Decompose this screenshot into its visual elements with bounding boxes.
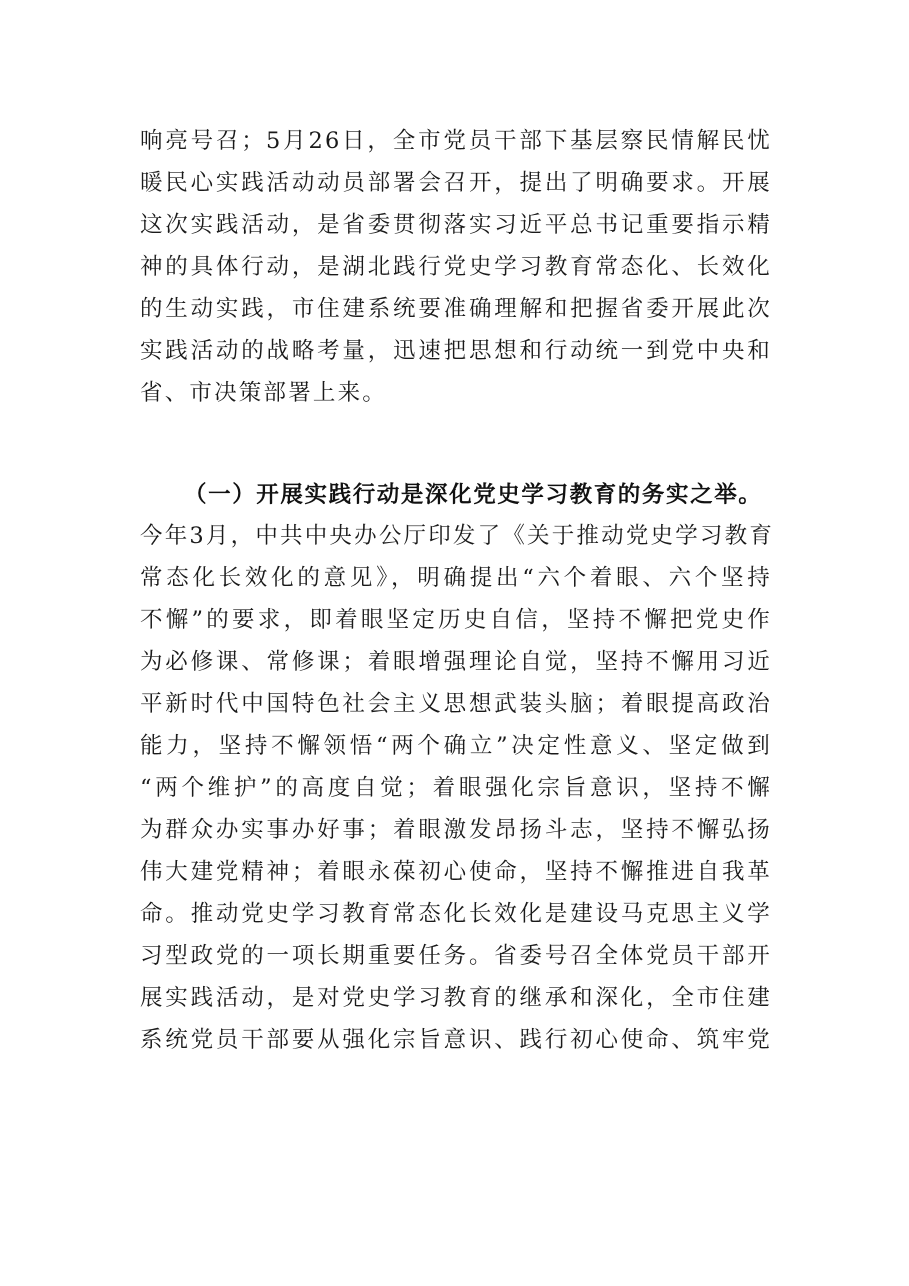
paragraph-2-line: 习型政党的一项长期重要任务。省委号召全体党员干部开: [140, 943, 772, 969]
paragraph-1-line: 实践活动的战略考量，迅速把思想和行动统一到党中央和: [140, 338, 772, 364]
section-heading-block: [140, 474, 772, 516]
paragraph-2-line: 不懈”的要求，即着眼坚定历史自信，坚持不懈把党史作: [140, 607, 772, 633]
paragraph-2-line: 今年3月，中共中央办公厅印发了《关于推动党史学习教育: [140, 523, 775, 549]
paragraph-2-line: 为群众办实事办好事；着眼激发昂扬斗志，坚持不懈弘扬: [140, 817, 772, 843]
paragraph-1-line: 的生动实践，市住建系统要准确理解和把握省委开展此次: [140, 296, 772, 322]
paragraph-2-line: 为必修课、常修课；着眼增强理论自觉，坚持不懈用习近: [140, 649, 772, 675]
paragraph-2-line: 常态化长效化的意见》，明确提出“六个着眼、六个坚持: [140, 565, 772, 591]
section-heading: （一）开展实践行动是深化党史学习教育的务实之举。: [184, 482, 763, 508]
paragraph-2-line: 命。推动党史学习教育常态化长效化是建设马克思主义学: [140, 901, 772, 927]
paragraph-2-line: “两个维护”的高度自觉；着眼强化宗旨意识，坚持不懈: [140, 775, 772, 801]
paragraph-2-line: 展实践活动，是对党史学习教育的继承和深化，全市住建: [140, 985, 772, 1011]
paragraph-2-line: 平新时代中国特色社会主义思想武装头脑；着眼提高政治: [140, 691, 772, 717]
paragraph-1-line: 这次实践活动，是省委贯彻落实习近平总书记重要指示精: [140, 212, 772, 238]
paragraph-2-line: 系统党员干部要从强化宗旨意识、践行初心使命、筑牢党: [140, 1027, 772, 1053]
paragraph-1-line: 响亮号召；5月26日，全市党员干部下基层察民情解民忧: [140, 128, 772, 154]
paragraph-2-line: 能力，坚持不懈领悟“两个确立”决定性意义、坚定做到: [140, 733, 772, 759]
paragraph-1: [140, 120, 772, 414]
paragraph-1-line: 暖民心实践活动动员部署会召开，提出了明确要求。开展: [140, 170, 772, 196]
paragraph-1-line: 省、市决策部署上来。: [140, 380, 388, 406]
paragraph-1-line: 神的具体行动，是湖北践行党史学习教育常态化、长效化: [140, 254, 772, 280]
paragraph-2-line: 伟大建党精神；着眼永葆初心使命，坚持不懈推进自我革: [140, 859, 772, 885]
paragraph-2: [140, 515, 775, 1061]
